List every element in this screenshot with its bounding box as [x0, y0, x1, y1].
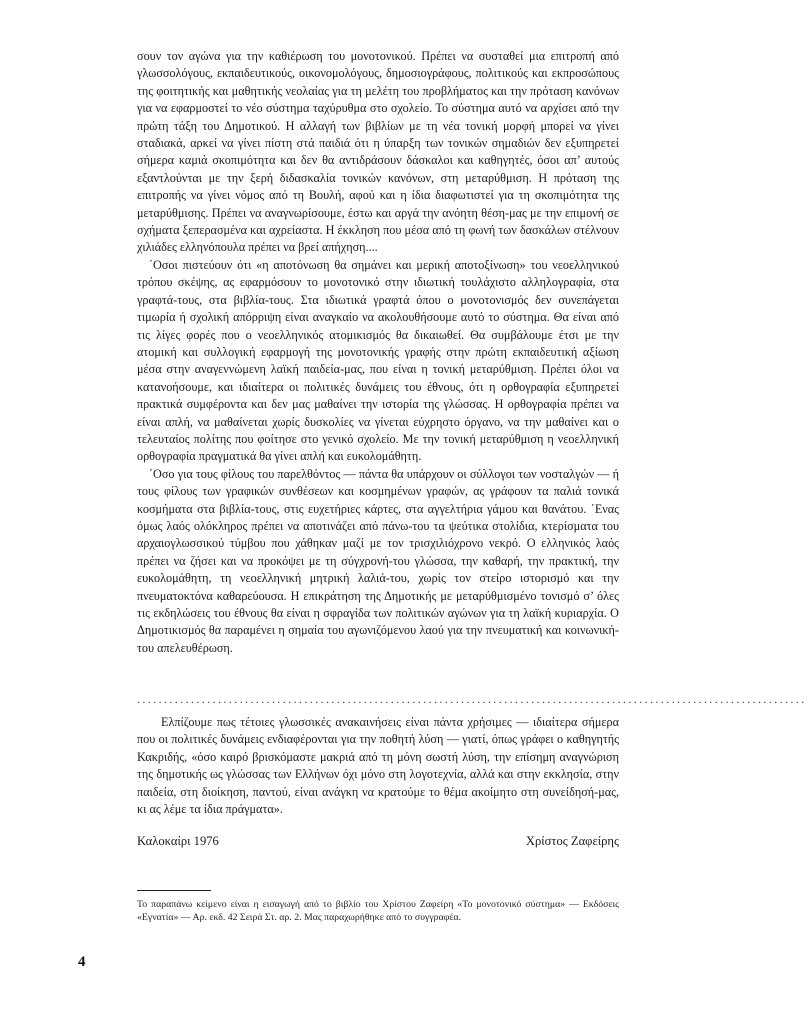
paragraph-1: σουν τον αγώνα για την καθιέρωση του μονοτονικού. Πρέπει να συσταθεί μια επιτροπή από γλωσσολόγους, εκπαιδευτικούς, οικονομολόγους, δημοσιογράφους, πολιτικούς και εκπροσώπους της φοιτητικής και μαθητικής νεολαίας για τη μελέτη του προβλήματος και την πρόταση κανόνων για να εφαρμοστεί το νέο σύστημα ταχύρυθμα στο σχολείο. Το σύστημα αυτό να αρχίσει από την πρώτη τάξη του Δημοτικού. Η αλλαγή των βιβλίων με τη νέα τονική μορφή μπορεί να γίνει σταδιακά, αρκεί να γίνει πίστη στά παιδιά ότι η ύπαρξη των τονικών σημαδιών δεν εξυπηρετεί σήμερα καμιά σκοπιμότητα και δεν θα αντιδράσουν δάσκαλοι και καθηγητές, όσοι απ’ αυτούς εξαντλούνται με την ξερή διδασκαλία τονικών κανόνων, στη μεταρύθμιση. Η πρόταση της επιτροπής να γίνει νόμος από τη Βουλή, αφού και η ίδια διαφωτιστεί για τη σκοπιμότητα της μεταρύθμισης. Πρέπει να αναγνωρίσουμε, έστω και αργά την ανόητη θέση-μας με την επιμονή σε σχήματα ξεπερασμένα και αχρείαστα. Η έκκληση που μέσα από τη φωνή των δασκάλων στέλνουν χιλιάδες ελληνόπουλα πρέπει να βρεί απήχηση.... [137, 49, 619, 255]
main-text [137, 48, 619, 657]
dotted-separator: ............................................................................................................................ [137, 692, 807, 706]
page-number: 4 [78, 954, 86, 970]
signature-line [137, 833, 619, 849]
paragraph-3: ΄Οσο για τους φίλους του παρελθόντος — πάντα θα υπάρχουν οι σύλλογοι των νοσταλγών — ή τους φίλους των γραφικών συνθέσεων και κοσμημένων γραφών, ας γράφουν τα παλιά τονικά κοσμήματα στα βιβλία-τους, στις ευχετήριες κάρτες, στα αγγελτήρια γάμου και θανάτου. ΄Ενας όμως λαός ολόκληρος πρέπει να αποτινάζει από πάνω-του τα ψεύτικα στολίδια, κτερίσματα του αρχαιογλωσσικού τύμβου που χάθηκαν μαζί με τον τρισχιλιόχρονο νεκρό. Ο ελληνικός λαός πρέπει να ζήσει και να προκόψει με τη σύγχρονή-του γλώσσα, την καθαρή, την πρακτική, την ευκολομάθητη, τη νεοελληνική μητρική λαλιά-του, χωρίς τον στείρο ιστορισμό και την πνευματοκτόνα καθαρεύουσα. Η επικράτηση της Δημοτικής με μεταρύθμισμένο τονισμό σ’ όλες τις εκδηλώσεις του έθνους θα είναι η σφραγίδα των πολιτικών αγώνων για τη λαϊκή κυριαρχία. Ο Δημοτικισμός θα παραμένει η σημαία του αγωνιζόμενου λαού για την πνευματική και κοινωνική-του απελευθέρωση. [137, 466, 619, 655]
signature-date: Καλοκαίρι 1976 [137, 834, 219, 848]
epilogue-paragraph: Ελπίζουμε πως τέτοιες γλωσσικές ανακαινήσεις είναι πάντα χρήσιμες — ιδιαίτερα σήμερα που οι πολιτικές δυνάμεις ενδιαφέρονται για την ποθητή λύση — γιατί, όπως γράφει ο καθηγητής Κακριδής, «όσο καιρό βρισκόμαστε μακριά από τη μόνη σωστή λύση, την επίσημη αναγνώριση της δημοτικής ως γλώσσας των Ελλήνων όχι μόνο στη λογοτεχνία, αλλά και στην εκκλησία, στην παιδεία, στη διοίκηση, παντού, είναι ανάγκη να κρατούμε το θέμα ακοίμητο στη συνείδησή-μας, κι ας λέμε τα ίδια πράγματα». [137, 715, 619, 817]
epilogue [137, 714, 619, 818]
footnote: Το παραπάνω κείμενο είναι η εισαγωγή από το βιβλίο του Χρίστου Ζαφείρη «Το μονοτονικό σύστημα» — Εκδόσεις «Εγνατία» — Αρ. εκδ. 42 Σειρά Στ. αρ. 2. Μας παραχωρήθηκε από το συγγραφέα. [137, 899, 619, 924]
paragraph-2: ΄Οσοι πιστεύουν ότι «η αποτόνωση θα σημάνει και μερική αποτοξίνωση» του νεοελληνικού τρόπου σκέψης, ας εφαρμόσουν το μονοτονικό στην ιδιωτική τουλάχιστο αλληλογραφία, στα γραφτά-τους, στα βιβλία-τους. Στα ιδιωτικά γραφτά όπου ο μονοτονισμός δεν συνεπάγεται τιμωρία ή σχολική απόρριψη είναι αναγκαίο να ακολουθήσουμε αυτό το σύστημα. Θα είναι από τις λίγες φορές που ο νεοελληνικός ατομικισμός θα δικαιωθεί. Θα συμβάλουμε έτσι με την ατομική και συλλογική εφαρμογή της μονοτονικής γραφής στην πρώτη εκπαιδευτική αξίωση μέσα στην αναγεννώμενη λαϊκή παιδεία-μας, που είναι η τονική μεταρύθμιση. Πρέπει όλοι να κατανοήσουμε, και ιδιαίτερα οι πολιτικές δυνάμεις του έθνους, ότι η ορθογραφία εξυπηρετεί πρακτικά συμφέροντα και δεν μας μαθαίνει την ιστορία της γλώσσας. Η ορθογραφία πρέπει να είναι απλή, να μαθαίνεται χωρίς δυσκολίες να γίνεται εύχρηστο όργανο, να την μαθαίνει και ο τελευταίος πολίτης που φοίτησε στο γενικό σχολείο. Με την τονική μεταρύθμιση η νεοελληνική ορθογραφία πραγματικά θα γίνει απλή και ευκολομάθητη. [137, 257, 619, 464]
signature-author: Χρίστος Ζαφείρης [525, 834, 619, 848]
footnote-rule [137, 890, 211, 891]
